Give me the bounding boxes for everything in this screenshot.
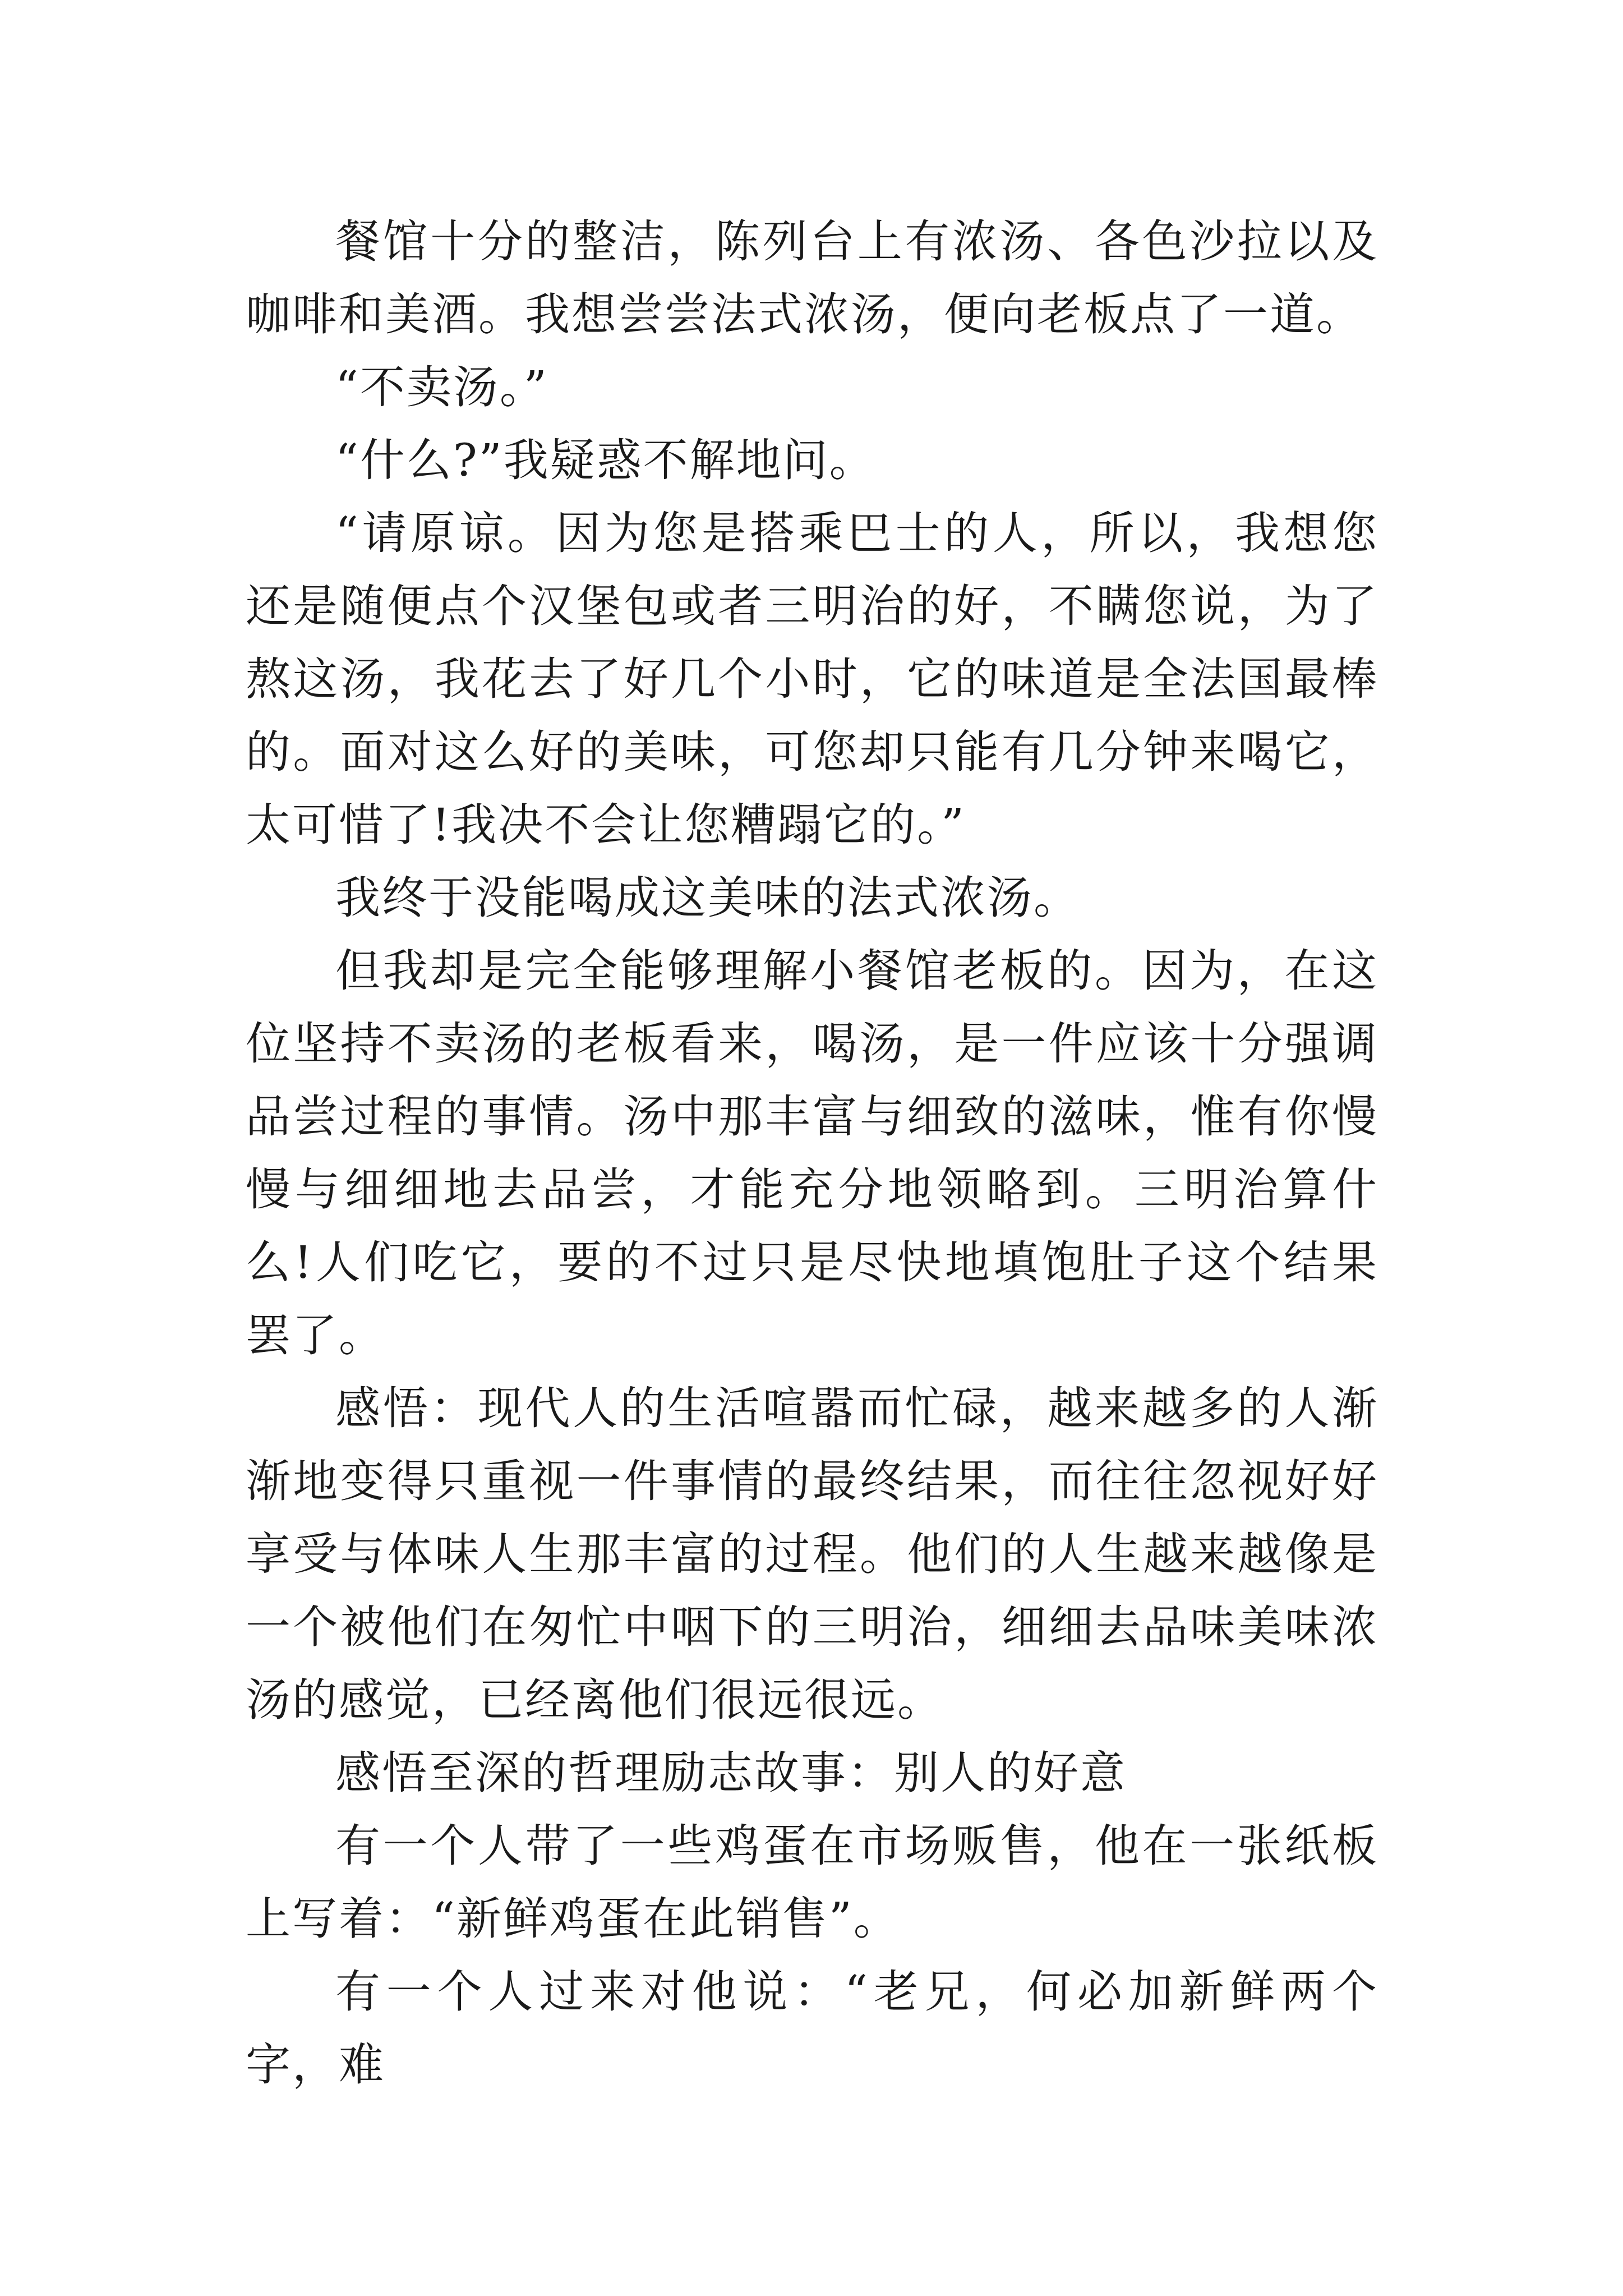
paragraph-did-not-drink: 我终于没能喝成这美味的法式浓汤。 — [335, 872, 1080, 924]
paragraph-egg-seller: 有一个人带了一些鸡蛋在市场贩售，他在一张纸板上写着：“新鲜鸡蛋在此销售”。 — [246, 1820, 1378, 1945]
paragraph-understanding-owner: 但我却是完全能够理解小餐馆老板的。因为，在这位坚持不卖汤的老板看来，喝汤，是一件应该十分强调品尝过程的事情。汤中那丰富与细致的滋味，惟有你慢慢与细细地去品尝，才能充分地领略到。三明治算什么!人们吃它，要的不过只是尽快地填饱肚子这个结果罢了。 — [246, 945, 1378, 1361]
paragraph-passerby-remark: 有一个人过来对他说：“老兄，何必加新鲜两个字，难 — [246, 1966, 1378, 2091]
paragraph-restaurant-description: 餐馆十分的整洁，陈列台上有浓汤、各色沙拉以及咖啡和美酒。我想尝尝法式浓汤，便向老板点了一道。 — [246, 215, 1378, 341]
paragraph-owner-explanation: “请原谅。因为您是搭乘巴士的人，所以，我想您还是随便点个汉堡包或者三明治的好，不瞒您说，为了熬这汤，我花去了好几个小时，它的味道是全法国最棒的。面对这么好的美味，可您却只能有几分钟来喝它，太可惜了!我决不会让您糟蹋它的。” — [246, 507, 1378, 851]
paragraph-story-title: 感悟至深的哲理励志故事：别人的好意 — [335, 1747, 1127, 1799]
paragraph-what-question: “什么?”我疑惑不解地问。 — [335, 434, 876, 486]
document-body — [246, 205, 1378, 2101]
paragraph-no-soup: “不卖汤。” — [335, 361, 548, 413]
paragraph-reflection: 感悟：现代人的生活喧嚣而忙碌，越来越多的人渐渐地变得只重视一件事情的最终结果，而往往忽视好好享受与体味人生那丰富的过程。他们的人生越来越像是一个被他们在匆忙中咽下的三明治，细细去品味美味浓汤的感觉，已经离他们很远很远。 — [246, 1382, 1378, 1726]
